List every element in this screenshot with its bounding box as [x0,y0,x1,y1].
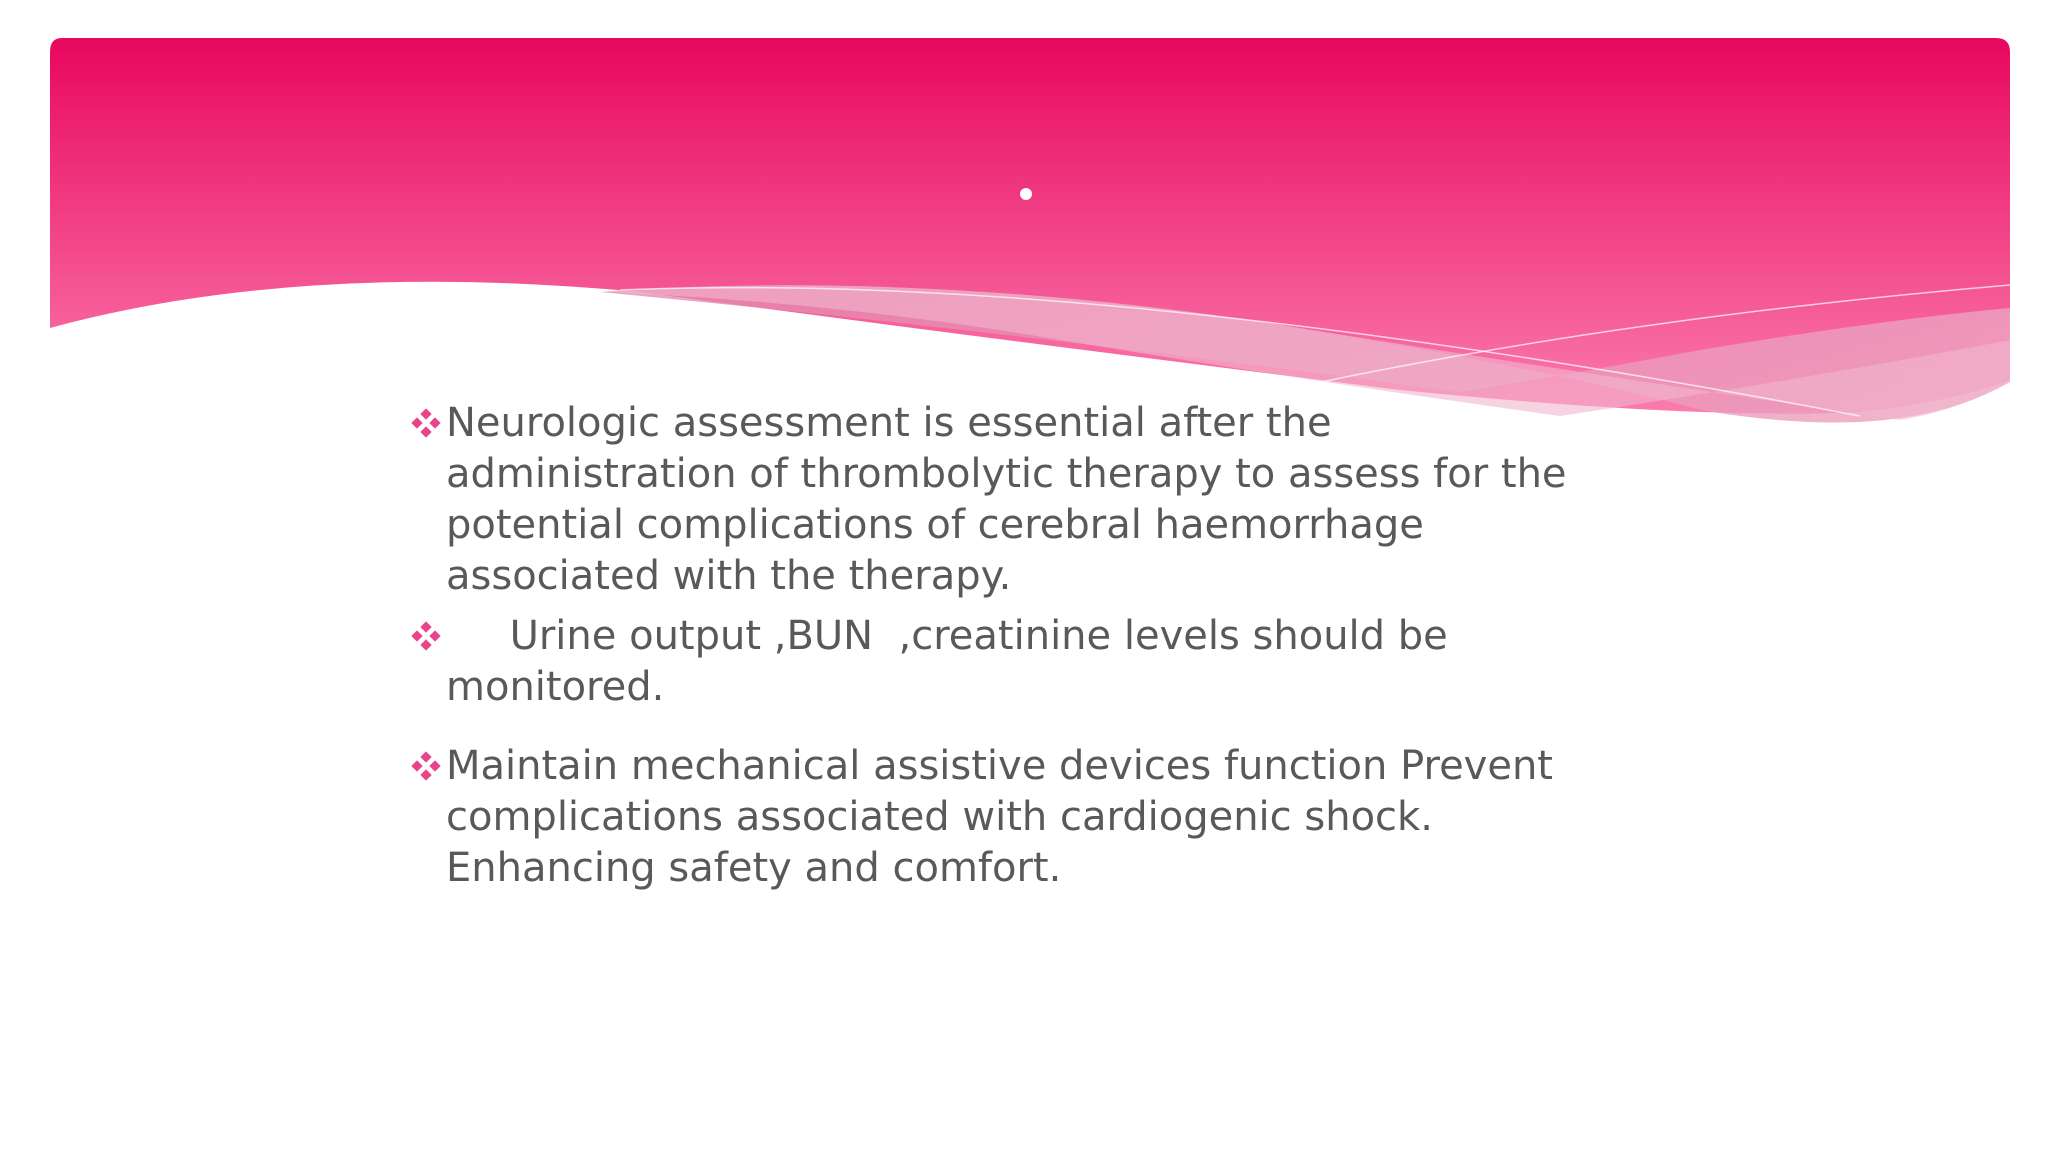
bullet-text: Maintain mechanical assistive devices function Prevent complications associated with cardiogenic shock. Enhancing safety and comfort. [446,743,1566,891]
header-wave-banner [0,0,2048,460]
title-placeholder-dot [1020,188,1032,200]
bullet-item-mechanical-devices [410,741,1590,894]
diamond-cluster-icon [410,408,442,440]
diamond-cluster-icon [410,621,442,653]
diamond-cluster-icon [410,751,442,783]
bullet-item-neurologic [410,398,1590,602]
bullet-list [410,398,1590,894]
bullet-item-urine-output [410,611,1590,713]
bullet-text: Neurologic assessment is essential after the administration of thrombolytic therapy to assess for the potential complications of cerebral haemorrhage associated with the therapy. [446,400,1580,599]
bullet-text: Urine output ,BUN ,creatinine levels should be monitored. [446,613,1461,710]
